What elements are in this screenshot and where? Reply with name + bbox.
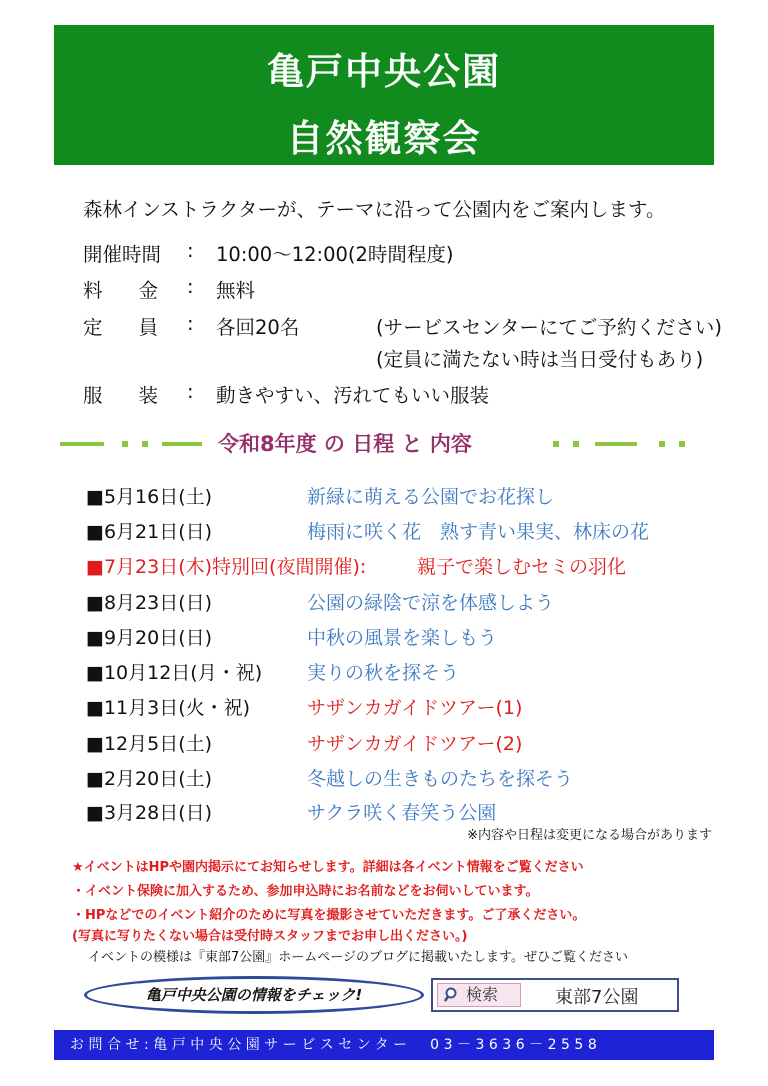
- event-date: ■9月20日(日): [86, 627, 213, 649]
- notice-line: イベントの模様は『東部7公園』ホームページのブログに掲載いたします。ぜひご覧ください: [88, 950, 628, 965]
- notice-line: ★イベントはHPや園内掲示にてお知らせします。詳細は各イベント情報をご覧ください: [72, 860, 584, 875]
- contact-footer: お問合せ:亀戸中央公園サービスセンター 03－3636－2558: [54, 1030, 714, 1060]
- event-title: サザンカガイドツアー(2): [307, 733, 523, 755]
- event-title: 梅雨に咲く花 熟す青い果実、林床の花: [307, 521, 650, 543]
- search-icon: [444, 987, 460, 1003]
- event-date: ■6月21日(日): [86, 521, 213, 543]
- event-title: サクラ咲く春笑う公園: [307, 802, 497, 824]
- search-button-label: 検索: [466, 985, 499, 1004]
- colon: :: [187, 312, 194, 335]
- header-banner: [54, 25, 714, 165]
- time-label: 開催時間: [83, 243, 162, 266]
- search-box[interactable]: [431, 978, 679, 1012]
- decor-line: [60, 442, 104, 446]
- event-date: ■11月3日(火・祝): [86, 697, 251, 719]
- event-title: 実りの秋を探そう: [307, 662, 460, 684]
- event-title: 新緑に萌える公園でお花探し: [307, 486, 555, 508]
- colon: :: [187, 275, 194, 298]
- event-date: ■12月5日(土): [86, 733, 213, 755]
- capacity-label-char: 員: [138, 316, 158, 339]
- decor-dot: [679, 441, 685, 447]
- decor-dot: [142, 441, 148, 447]
- page-subtitle: 自然観察会: [286, 117, 482, 160]
- event-title: 中秋の風景を楽しもう: [307, 627, 498, 649]
- event-date: ■8月23日(日): [86, 592, 213, 614]
- event-date: ■2月20日(土): [86, 768, 213, 790]
- event-date: ■7月23日(木)特別回(夜間開催):: [86, 556, 367, 578]
- fee-label: [83, 275, 158, 303]
- event-title: 親子で楽しむセミの羽化: [417, 556, 627, 578]
- notice-line: ・イベント保険に加入するため、参加申込時にお名前などをお伺いしています。: [72, 884, 539, 899]
- decor-line: [595, 442, 637, 446]
- capacity-value: 各回20名: [216, 316, 300, 339]
- check-info-callout: 亀戸中央公園の情報をチェック!: [84, 976, 424, 1014]
- decor-dot: [659, 441, 665, 447]
- time-value: 10:00～12:00(2時間程度): [216, 243, 454, 266]
- decor-line: [162, 442, 202, 446]
- schedule-heading: [60, 428, 700, 462]
- dress-label: [83, 380, 158, 408]
- colon: :: [187, 380, 194, 403]
- dress-value: 動きやすい、汚れてもいい服装: [216, 384, 490, 407]
- decor-dot: [573, 441, 579, 447]
- intro-text: 森林インストラクターが、テーマに沿って公園内をご案内します。: [83, 198, 666, 221]
- page-title: 亀戸中央公園: [267, 50, 501, 93]
- dress-label-char: 装: [138, 384, 158, 407]
- capacity-label-char: 定: [83, 316, 103, 339]
- colon: :: [187, 239, 194, 262]
- disclaimer: ※内容や日程は変更になる場合があります: [467, 828, 712, 843]
- event-title: 公園の緑陰で涼を体感しよう: [307, 592, 555, 614]
- fee-label-char: 料: [83, 279, 103, 302]
- capacity-note-2: (定員に満たない時は当日受付もあり): [376, 348, 704, 371]
- event-date: ■3月28日(日): [86, 802, 213, 824]
- event-date: ■10月12日(月・祝): [86, 662, 263, 684]
- dress-label-char: 服: [83, 384, 103, 407]
- event-date: ■5月16日(土): [86, 486, 213, 508]
- capacity-note: (サービスセンターにてご予約ください): [376, 316, 722, 339]
- notice-line: ・HPなどでのイベント紹介のために写真を撮影させていただきます。ご了承ください。: [72, 908, 586, 923]
- fee-label-char: 金: [138, 279, 158, 302]
- event-title: 冬越しの生きものたちを探そう: [307, 768, 574, 790]
- event-title: サザンカガイドツアー(1): [307, 697, 523, 719]
- fee-value: 無料: [216, 279, 256, 302]
- notice-line: (写真に写りたくない場合は受付時スタッフまでお申し出ください。): [72, 929, 468, 944]
- capacity-label: [83, 312, 158, 340]
- decor-dot: [122, 441, 128, 447]
- search-term: 東部7公園: [555, 987, 639, 1008]
- schedule-title: 令和8年度 の 日程 と 内容: [218, 432, 472, 456]
- search-button[interactable]: [437, 983, 521, 1007]
- decor-dot: [553, 441, 559, 447]
